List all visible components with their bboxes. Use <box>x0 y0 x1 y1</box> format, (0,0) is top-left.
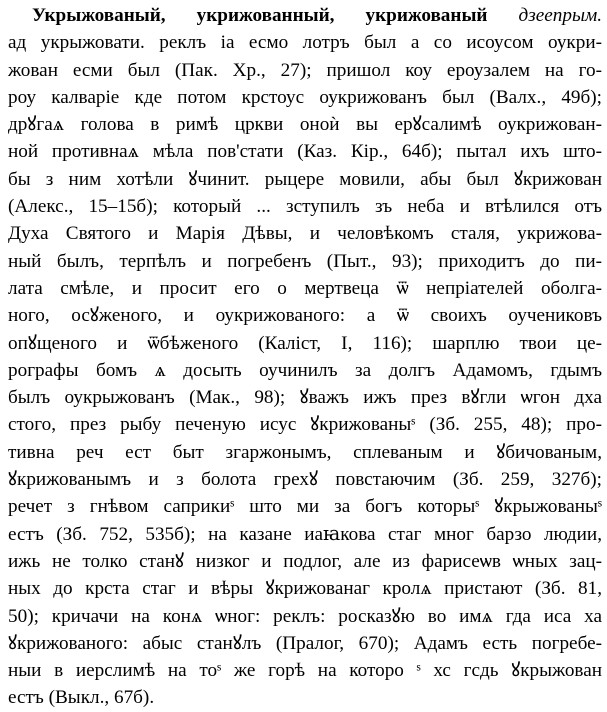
entry-line: стого, през рыбу печеную исус ꙋкрижованыˢ (Зб. 255, 48); про- <box>8 414 602 436</box>
entry-line: рографы бомъ ѧ досыть оучинилъ за долгъ Адамомъ, гдымъ <box>8 359 602 381</box>
dictionary-entry <box>8 2 602 712</box>
entry-line: ной противнаѧ мѣла пов'стати (Каз. Кір., 64б); пытал ихъ што- <box>8 141 602 163</box>
entry-line: роу калваріе кде потом крстоус оукрижованъ был (Валх., 49б); <box>8 86 602 108</box>
entry-line: речет з гнѣвом саприкиˢ што ми за богъ которыˢ ꙋкрыжованыˢ <box>8 496 602 518</box>
entry-line: дрꙋгаѧ голова в римѣ цркви оноѝ вы ерꙋсалимѣ оукрижован- <box>8 114 602 136</box>
entry-line: ныи в иерслимѣ на тоˢ же горѣ на которо ˢ хс гсдь ꙋкрыжован <box>8 660 602 682</box>
entry-part-of-speech: дзеепрым. <box>518 5 602 26</box>
entry-line-1 <box>8 2 602 29</box>
entry-line: 50); кричачи на конѧ ѡног: реклъ: росказꙋю во имѧ гда иса ха <box>8 605 602 627</box>
entry-line-last: естъ (Выкл., 67б). <box>8 687 155 709</box>
entry-line: опꙋщеного и ѿбѣженого (Каліст, І, 116); шарплю твои це- <box>8 332 602 354</box>
entry-headword: Укрыжованый, укрижованный, укрижованый <box>32 5 488 26</box>
entry-line: ꙋкрижованого: абыс станꙋлъ (Пралог, 670); Адамъ есть погребе- <box>8 632 602 654</box>
entry-line: лата смѣле, и просит его о мертвеца ѿ непріателей оболга- <box>8 277 602 299</box>
entry-line: жован есми был (Пак. Хр., 27); пришол коу ероузалем на го- <box>8 59 602 81</box>
entry-line: ный былъ, терпѣлъ и погребенъ (Пыт., 93); приходитъ до пи- <box>8 250 602 272</box>
entry-line: ꙋкрижованымъ и з болота грехꙋ повстаючим (Зб. 259, 327б); <box>8 469 602 491</box>
entry-line: ного, осꙋженого, и оукрижованого: а ѿ своихъ оучениковъ <box>8 305 602 327</box>
entry-line: бы з ним хотѣли ꙋчинит. рыцере мовили, абы был ꙋкрижован <box>8 168 602 190</box>
entry-line: Духа Святого и Марія Дѣвы, и человѣкомъ сталя, укрижова- <box>8 223 602 245</box>
entry-line: (Алекс., 15–15б); который ... зступилъ зъ неба и втѣлился отъ <box>8 196 602 218</box>
entry-line: ад укрыжовати. реклъ іа есмо лотръ был а со исоусом оукри- <box>8 32 602 54</box>
entry-line: ных до крста стаг и вѣры ꙋкрижованаг кролѧ пристают (Зб. 81, <box>8 578 602 600</box>
entry-line: ижь не толко станꙋ низког и подлог, але из фарисеѡв ѡных зац- <box>8 550 602 572</box>
entry-line: естъ (Зб. 752, 535б); на казане иаꙗкова стаг мног барзо людии, <box>8 523 602 545</box>
entry-line: былъ оукрыжованъ (Мак., 98); ꙋважъ ижъ през вꙋгли ѡгон дха <box>8 387 602 409</box>
entry-line: тивна реч ест быт згаржонымъ, сплеваным и ꙋбичованым, <box>8 441 602 463</box>
